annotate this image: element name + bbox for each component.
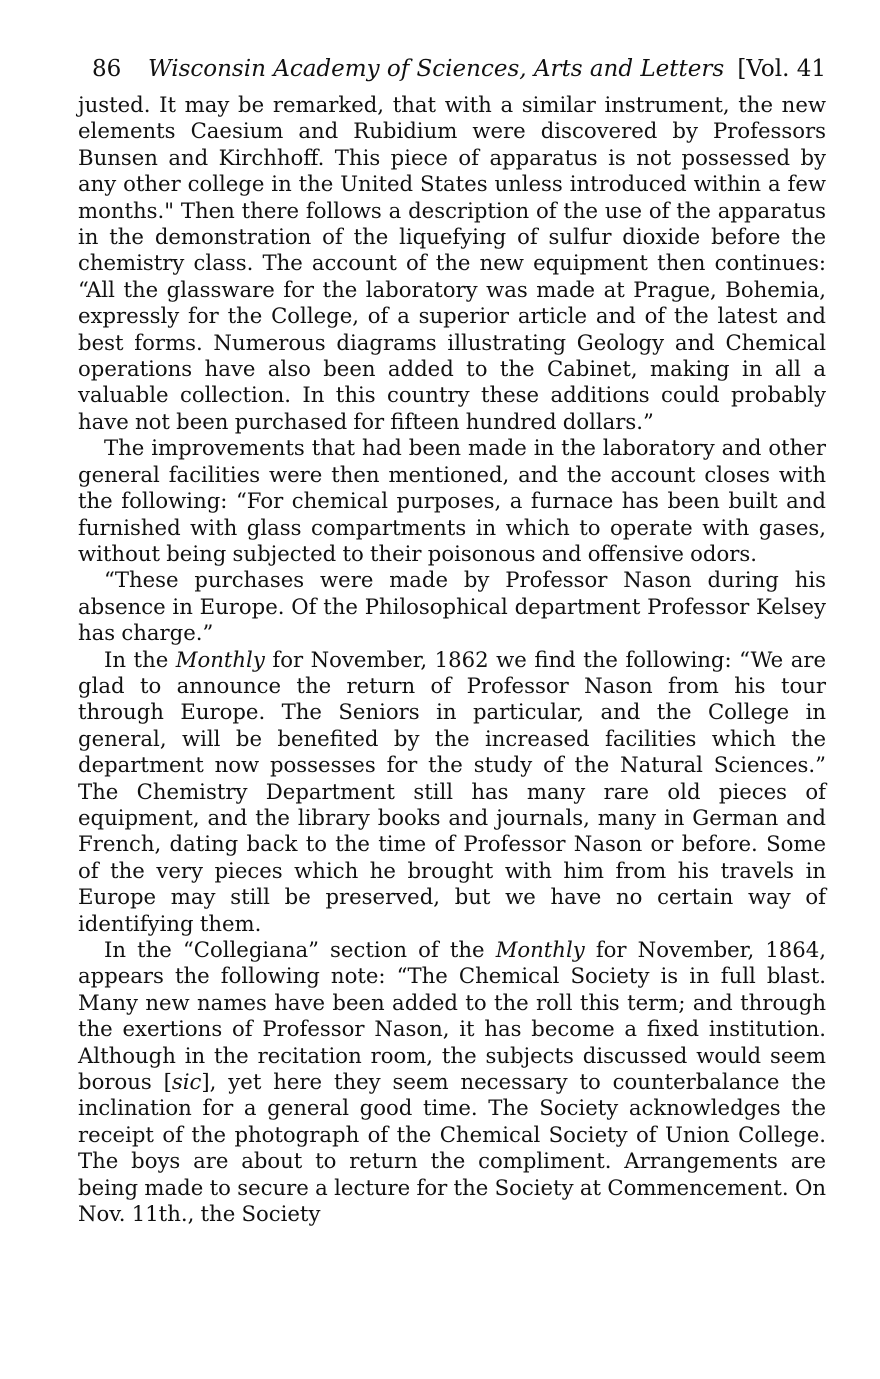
paragraph-4 (78, 647, 826, 937)
paragraph-1: justed. It may be remarked, that with a similar instrument, the new elements Caesium and Rubidium were discovered by Professors Bunsen and Kirchhoff. This piece of apparatus is not possessed by any other college in the United States unless introduced within a few months." Then there follows a description of the use of the apparatus in the demonstration of the liquefying of sulfur dioxide before the chemistry class. The account of the new equipment then continues: “All the glassware for the laboratory was made at Prague, Bohemia, expressly for the College, of a superior article and of the latest and best forms. Numerous diagrams illustrating Geology and Chemical operations have also been added to the Cabinet, making in all a valuable collection. In this country these additions could probably have not been purchased for fifteen hundred dollars.” (78, 92, 826, 434)
volume-label: [Vol. 41 (737, 56, 826, 82)
book-page (78, 52, 826, 1227)
paragraph-5-middle: for November, 1864, appears the following note: “The Chemical Society is in full blast. Many new names have been added to the roll this term; and through the exertions of Professor Nason, it has become a fixed institution. Although in the recitation room, the subjects discussed would seem borous [ (78, 937, 826, 1095)
paragraph-5-lead: In the “Collegiana” section of the (104, 937, 496, 962)
paragraph-4-lead: In the (104, 646, 176, 672)
paragraph-5-rest: ], yet here they seem necessary to counterbalance the inclination for a general good time. The Society acknowledges the receipt of the photograph of the Chemical Society of Union College. The boys are about to return the compliment. Arrangements are being made to secure a lecture for the Society at Commencement. On Nov. 11th., the Society (78, 1069, 826, 1227)
page-number: 86 (92, 56, 122, 82)
monthly-title: Monthly (495, 937, 585, 962)
paragraph-4-rest: for November, 1862 we find the following: “We are glad to announce the return of Professor Nason from his tour through Europe. The Seniors in particular, and the College in general, will be benefited by the increased facilities which the department now possesses for the study of the Natural Sciences.” The Chemistry Department still has many rare old pieces of equipment, and the library books and journals, many in German and French, dating back to the time of Professor Nason or before. Some of the very pieces which he brought with him from his travels in Europe may still be preserved, but we have no certain way of identifying them. (78, 646, 826, 936)
paragraph-5 (78, 937, 826, 1227)
running-head (78, 52, 826, 92)
sic-note: sic (171, 1069, 202, 1095)
journal-title: Wisconsin Academy of Sciences, Arts and Letters (148, 56, 725, 82)
paragraph-2: The improvements that had been made in the laboratory and other general facilities were then mentioned, and the account closes with the following: “For chemical purposes, a furnace has been built and furnished with glass compartments in which to operate with gases, without being subjected to their poisonous and offensive odors. (78, 435, 826, 566)
body-text (78, 92, 826, 1227)
paragraph-3: “These purchases were made by Professor Nason during his absence in Europe. Of the Philosophical department Professor Kelsey has charge.” (78, 567, 826, 646)
monthly-title: Monthly (175, 646, 265, 672)
